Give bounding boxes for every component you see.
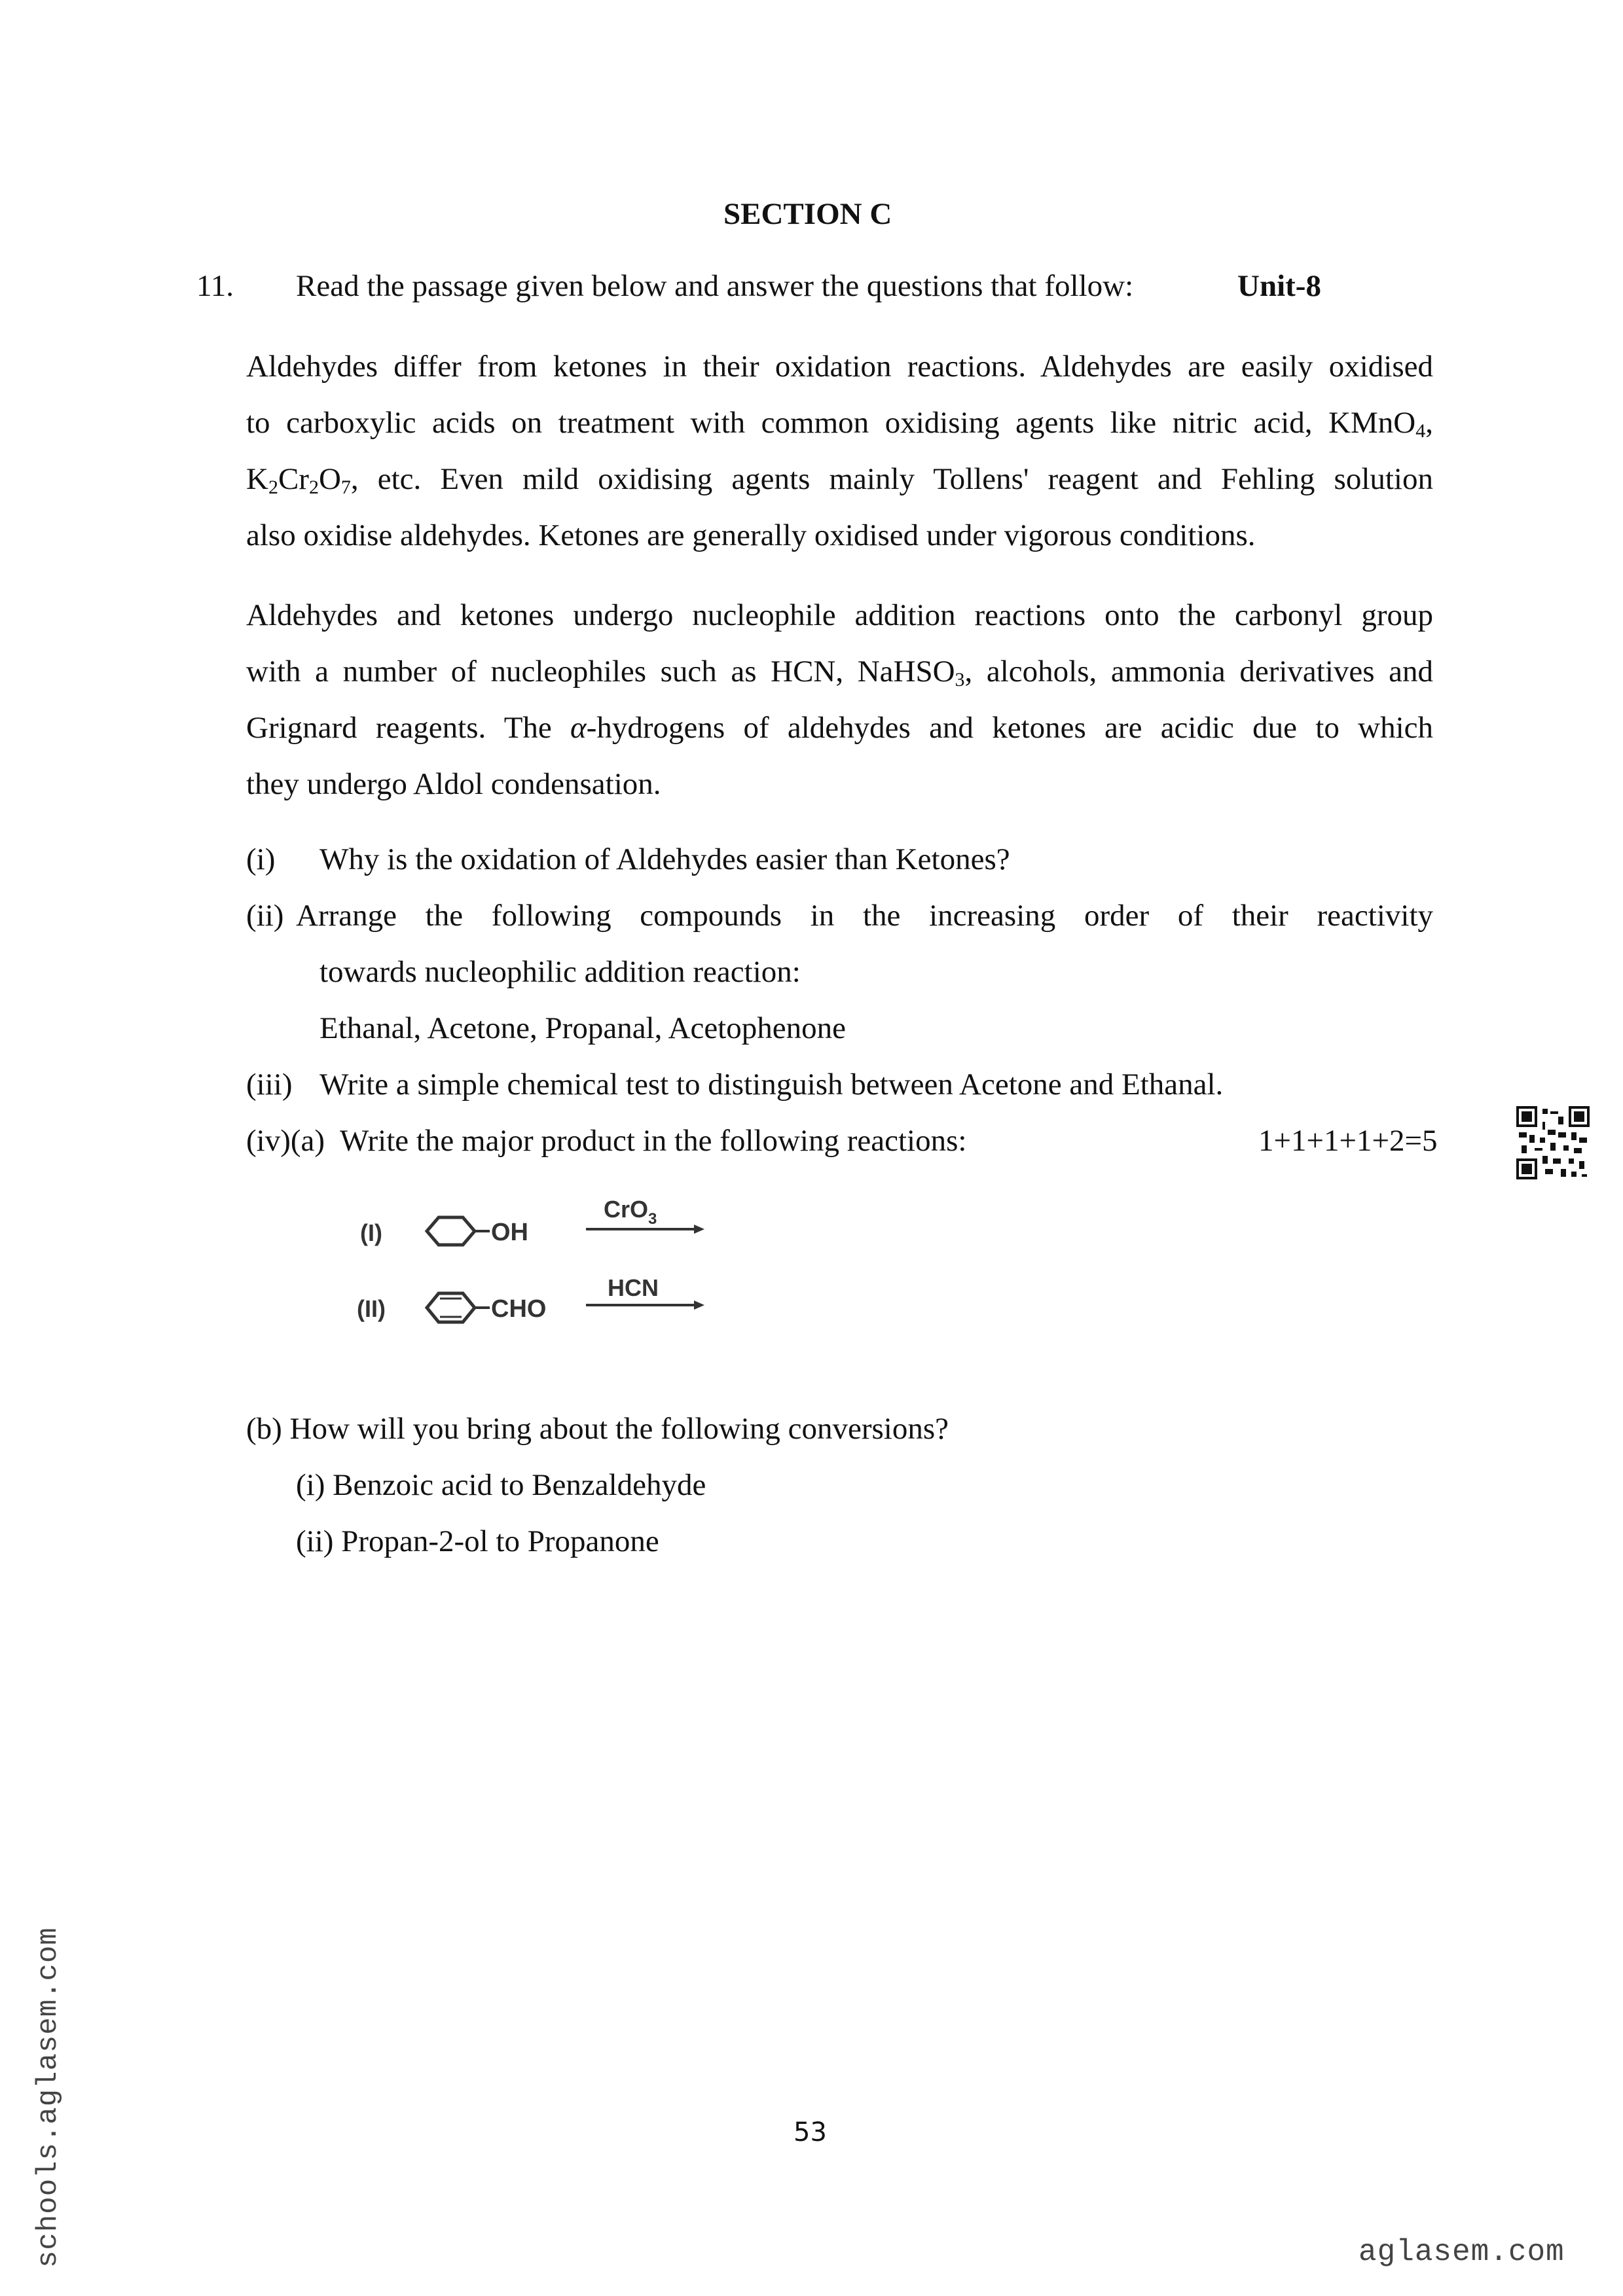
arrow-head-icon (694, 1300, 704, 1310)
reaction-i-label: (I) (360, 1219, 382, 1246)
reagent-hcn: HCN (608, 1274, 659, 1301)
question-prompt: Read the passage given below and answer the questions that follow: (296, 269, 1134, 303)
passage-line: Aldehydes differ from ketones in their oxidation reactions. Aldehydes are easily oxidised (246, 350, 1433, 384)
alpha-symbol: α (570, 711, 587, 745)
subq-iv-label: (iv)(a) (246, 1124, 325, 1158)
subq-iii-text: Write a simple chemical test to distinguish between Acetone and Ethanal. (319, 1067, 1224, 1102)
passage-line: $K_2Cr_2O_7$, etc. Even mild oxidising agents mainly Tollens' reagent and Fehling solution (246, 462, 1433, 498)
subq-iii-label: (iii) (246, 1067, 293, 1102)
subq-iv-b-text: (b) How will you bring about the following conversions? (246, 1412, 949, 1446)
reagent-cro3: CrO$_3$ (604, 1196, 657, 1228)
reaction-scheme (347, 1178, 753, 1348)
watermark-corner: aglasem.com (1359, 2235, 1565, 2269)
reaction-i (360, 1196, 704, 1246)
watermark-side: schools.aglasem.com (32, 1927, 65, 2268)
conversion-ii: (ii) Propan-2-ol to Propanone (296, 1524, 659, 1558)
reaction-ii-label: (II) (357, 1295, 386, 1322)
unit-label: Unit-8 (1237, 269, 1321, 303)
reaction-ii (357, 1274, 704, 1323)
qr-code-icon (1516, 1106, 1590, 1179)
page-number: 53 (793, 2117, 827, 2147)
subq-iv-text: Write the major product in the following reactions: (340, 1124, 967, 1158)
passage-line: with a number of nucleophiles such as HCN, NaHSO$_3$, alcohols, ammonia derivatives and (246, 655, 1433, 691)
aldehyde-group: CHO (491, 1295, 547, 1323)
question-number: 11. (196, 269, 234, 303)
passage-line: also oxidise aldehydes. Ketones are generally oxidised under vigorous conditions. (246, 518, 1256, 552)
arrow-head-icon (694, 1225, 704, 1234)
section-title: SECTION C (723, 197, 892, 231)
passage-line: they undergo Aldol condensation. (246, 767, 661, 801)
subq-i-text: Why is the oxidation of Aldehydes easier than Ketones? (319, 842, 1010, 876)
subq-ii-text: Arrange the following compounds in the increasing order of their reactivity (296, 899, 1433, 933)
hydroxyl-group: OH (491, 1219, 528, 1246)
conversion-i: (i) Benzoic acid to Benzaldehyde (296, 1468, 706, 1502)
subq-ii-label: (ii) (246, 899, 284, 933)
cyclohexane-ring-icon (427, 1217, 475, 1245)
marks-allocation: 1+1+1+1+2=5 (1258, 1124, 1438, 1158)
passage-line: Grignard reagents. The α-hydrogens of aldehydes and ketones are acidic due to which (246, 711, 1433, 745)
passage-line: to carboxylic acids on treatment with common oxidising agents like nitric acid, KMnO$_4$, (246, 406, 1433, 442)
passage-line: Aldehydes and ketones undergo nucleophile addition reactions onto the carbonyl group (246, 598, 1433, 632)
subq-ii-text-cont: towards nucleophilic addition reaction: (319, 955, 801, 989)
subq-ii-compounds: Ethanal, Acetone, Propanal, Acetophenone (319, 1011, 846, 1045)
subq-i-label: (i) (246, 842, 276, 876)
qr-code (1516, 1106, 1590, 1179)
